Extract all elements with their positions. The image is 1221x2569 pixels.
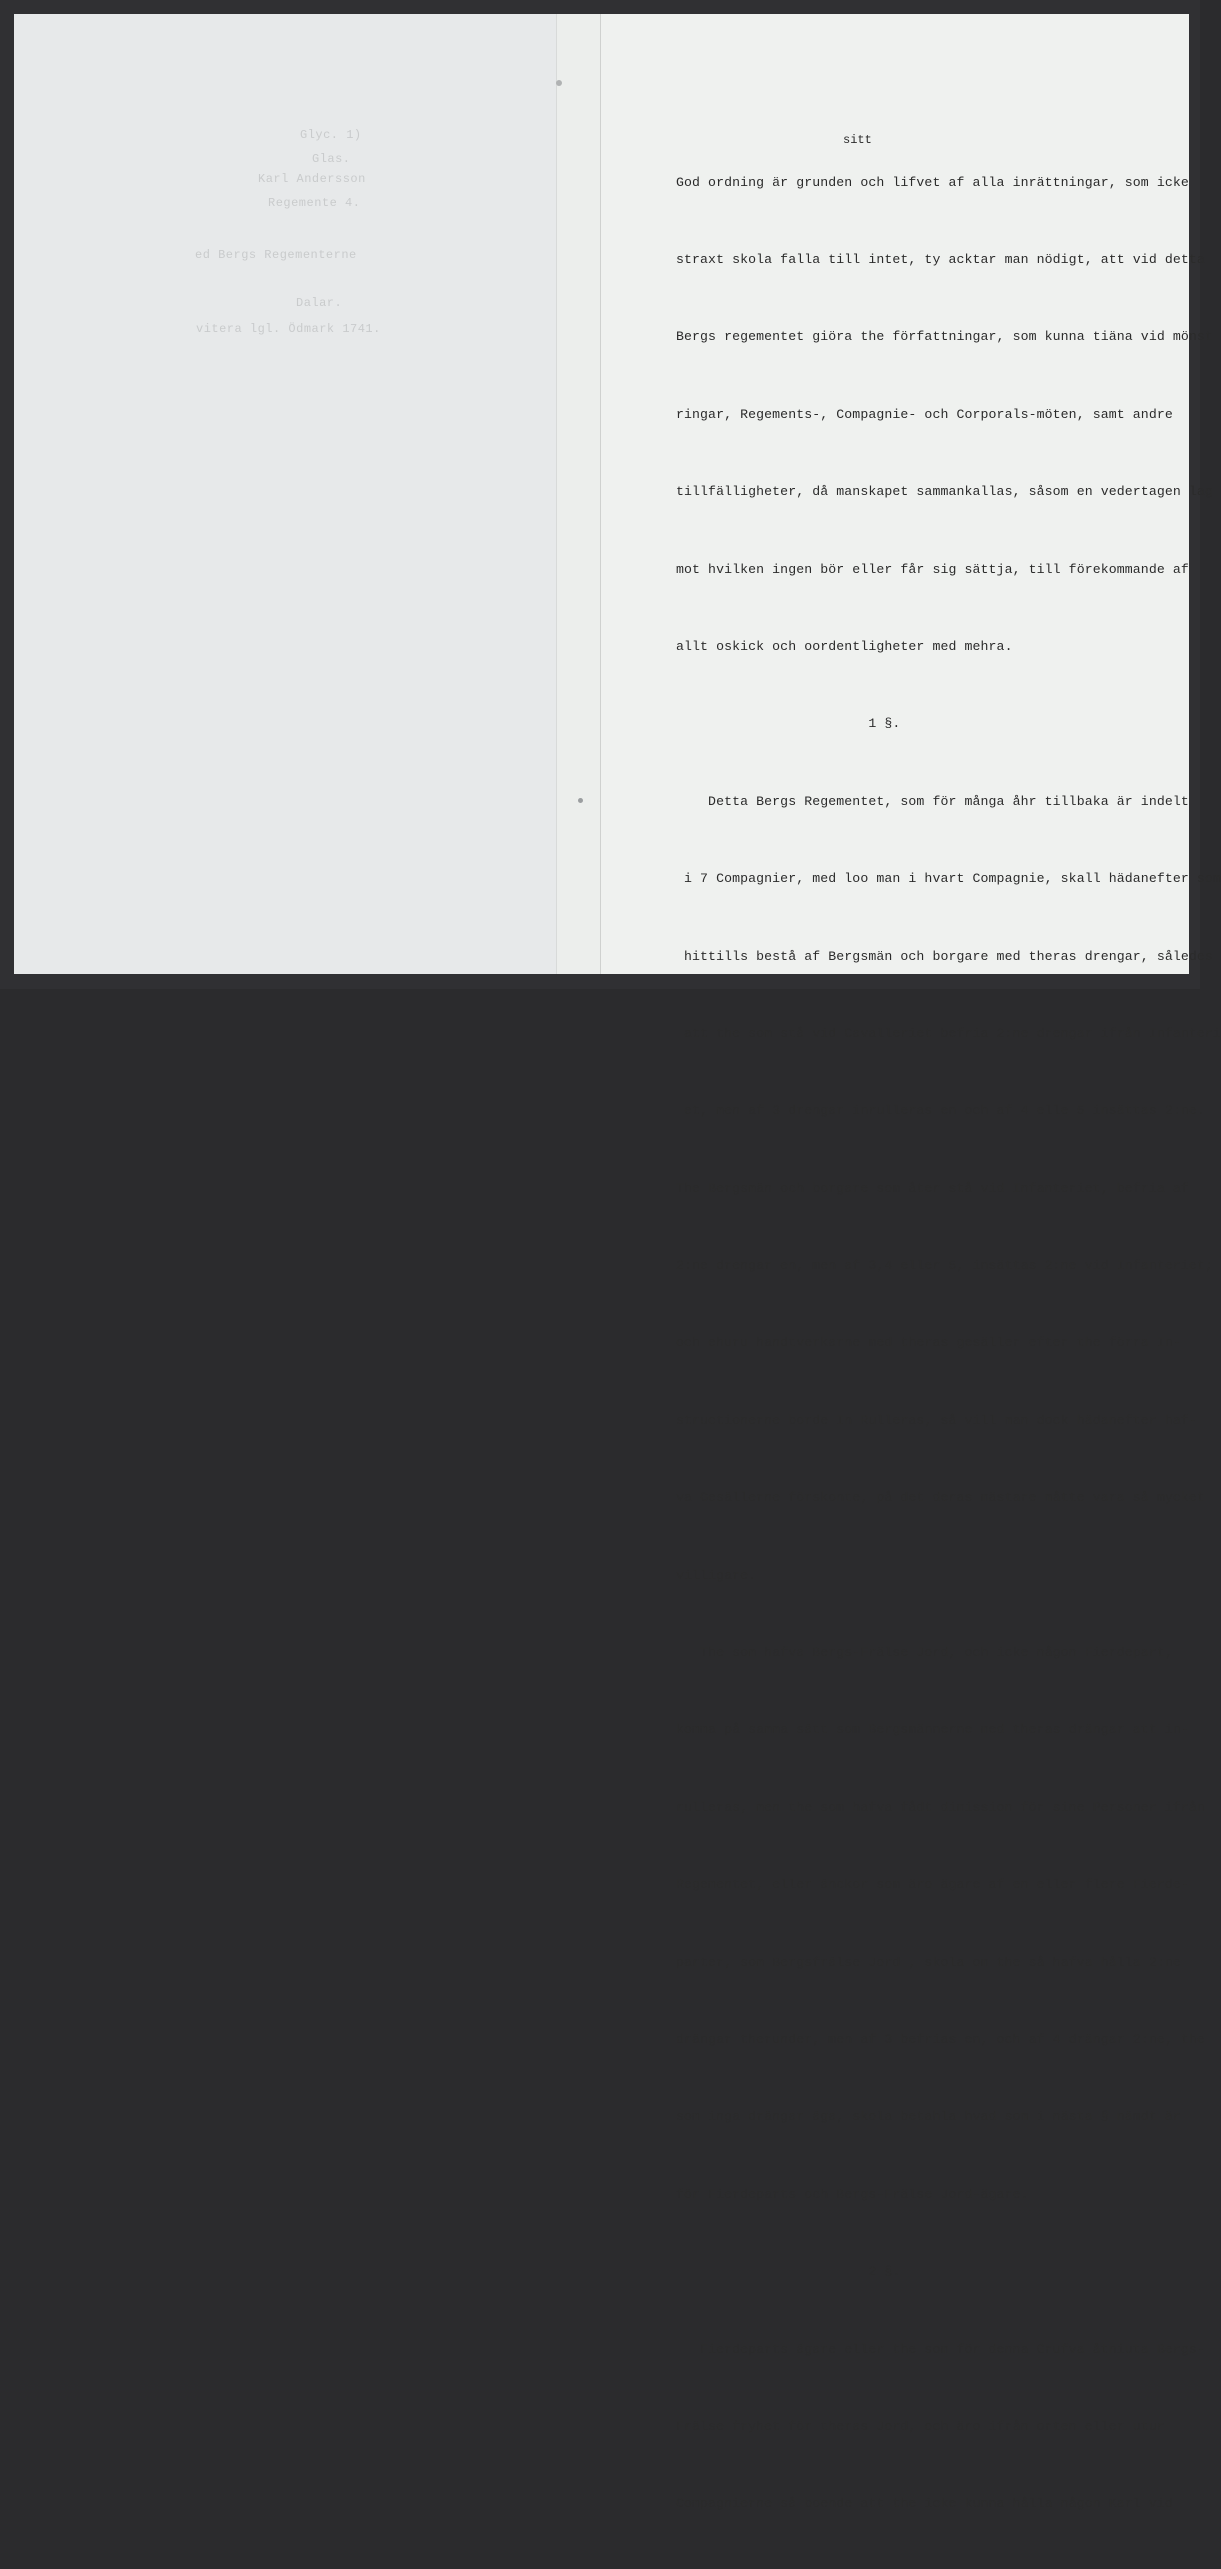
ghost-text: Dalar. [296, 296, 343, 310]
text-line: Compagnierne så boende att the icke kunna hålla någon Karl vid [676, 2496, 1173, 2512]
text-line: för Fierdeparts och Bergs-Frälse Jord-ägare. [676, 2186, 1029, 2202]
text-line: och ehuru handtverkarne med theras gesäller efter the förra In- [676, 1335, 1181, 1351]
text-line: Fierdeparts ägare eller the som för denna Grufva åtniuta Bergs- [676, 2341, 1205, 2357]
text-line: et, men af 3 drengar inrulleras en och af 4 elle 5 insättas 2:ne. [676, 1103, 1205, 1119]
text-line: i 7 Compagnier, med loo man i hvart Compagnie, skall hädanefter som [676, 871, 1221, 887]
ghost-text: Regemente 4. [268, 196, 361, 210]
text-line: rulleras, men the som hafva fådt dimission för sine Personer ifrån [676, 1799, 1205, 1815]
text-line: hittills bestå af Bergsmän och borgare med theras drengar, således [676, 948, 1213, 964]
superscript-insertion: sitt [843, 133, 872, 147]
text-line: The Bergsmän och borgare som åter stå vid Infanteriet, befria af [676, 1180, 1189, 1196]
ghost-text: Glas. [312, 152, 351, 166]
punch-mark [578, 798, 583, 803]
text-line: parter, som Bergsfrälse Jord , skola om the så hafva hålla 2:ne [676, 1954, 1181, 1970]
punch-mark [556, 80, 562, 86]
text-line: structionerne borde In Rulleras, så vill man dock hädanefter haf- [676, 1412, 1197, 1428]
text-line: Bergs regementet giöra the författningar, som kunna tiäna vid mönst [676, 329, 1213, 345]
text-line: som inga drängar äga, skola betahla hvad som i nästa § nämdt är [676, 2109, 1181, 2125]
text-line: Regementet, eller änckor som äro ägare af en eller flere Fierde- [676, 1877, 1189, 1893]
typed-document-text [676, 118, 1221, 2569]
text-line: mot hvilken ingen bör eller får sig sättja, till förekommande af [676, 561, 1189, 577]
text-line: The som hafva Bergs-Frälse Jord, och icke någon Fierdepart, [676, 1645, 1173, 1661]
text-line: ringar, Regements-, Compagnie- och Corporals-möten, samt andre [676, 406, 1173, 422]
text-line: va Gesällerne förskonte, på det deras mästare måtte vara så mycket [676, 1490, 1205, 1506]
section-heading: 1 §. [676, 716, 901, 732]
section-heading: 2 §. [676, 2264, 901, 2280]
text-line: straxt skola falla till intet, ty acktar man nödigt, att vid detta [676, 251, 1205, 267]
ghost-text: Karl Andersson [258, 172, 366, 186]
text-line: Detta Bergs Regementet, som för många åhr tillbaka är indelt [676, 793, 1189, 809]
ghost-text: vitera lgl. Ödmark 1741. [196, 322, 381, 336]
text-line: allt oskick och oordentligheter med mehra. [676, 638, 1013, 654]
text-line: 2:ne drengar en, men af 3,4 eller 5, insättas 2:ne vid Infanteriet; [676, 1258, 1213, 1274]
ghost-text: ed Bergs Regementerne [195, 248, 357, 262]
text-line: God ordning är grunden och lifvet af alla inrättningar, som icke [676, 174, 1189, 190]
text-line: Frälse fryhet för theras Jord, och äro ifrån orten eller utur [676, 2418, 1165, 2434]
text-line: komma på samma sätt som Bergsmännerne med theras drängar att in- [676, 1722, 1189, 1738]
text-line: drängar therunder, men af 3 befrias en, och af 4 drängar 2:ne, the [676, 2031, 1205, 2047]
text-line: tillfälligheter, då manskapet sammankallas, såsom en vedertagen lag [676, 484, 1213, 500]
page-fold-strip [556, 14, 601, 974]
text-line: att the som stå vid Cavalleriet befria 2:ne drengar ifrån Infanteri [676, 1025, 1221, 1041]
text-line: villigare. [676, 1567, 757, 1583]
left-page [14, 14, 574, 974]
ghost-text: Glyc. 1) [300, 128, 362, 142]
